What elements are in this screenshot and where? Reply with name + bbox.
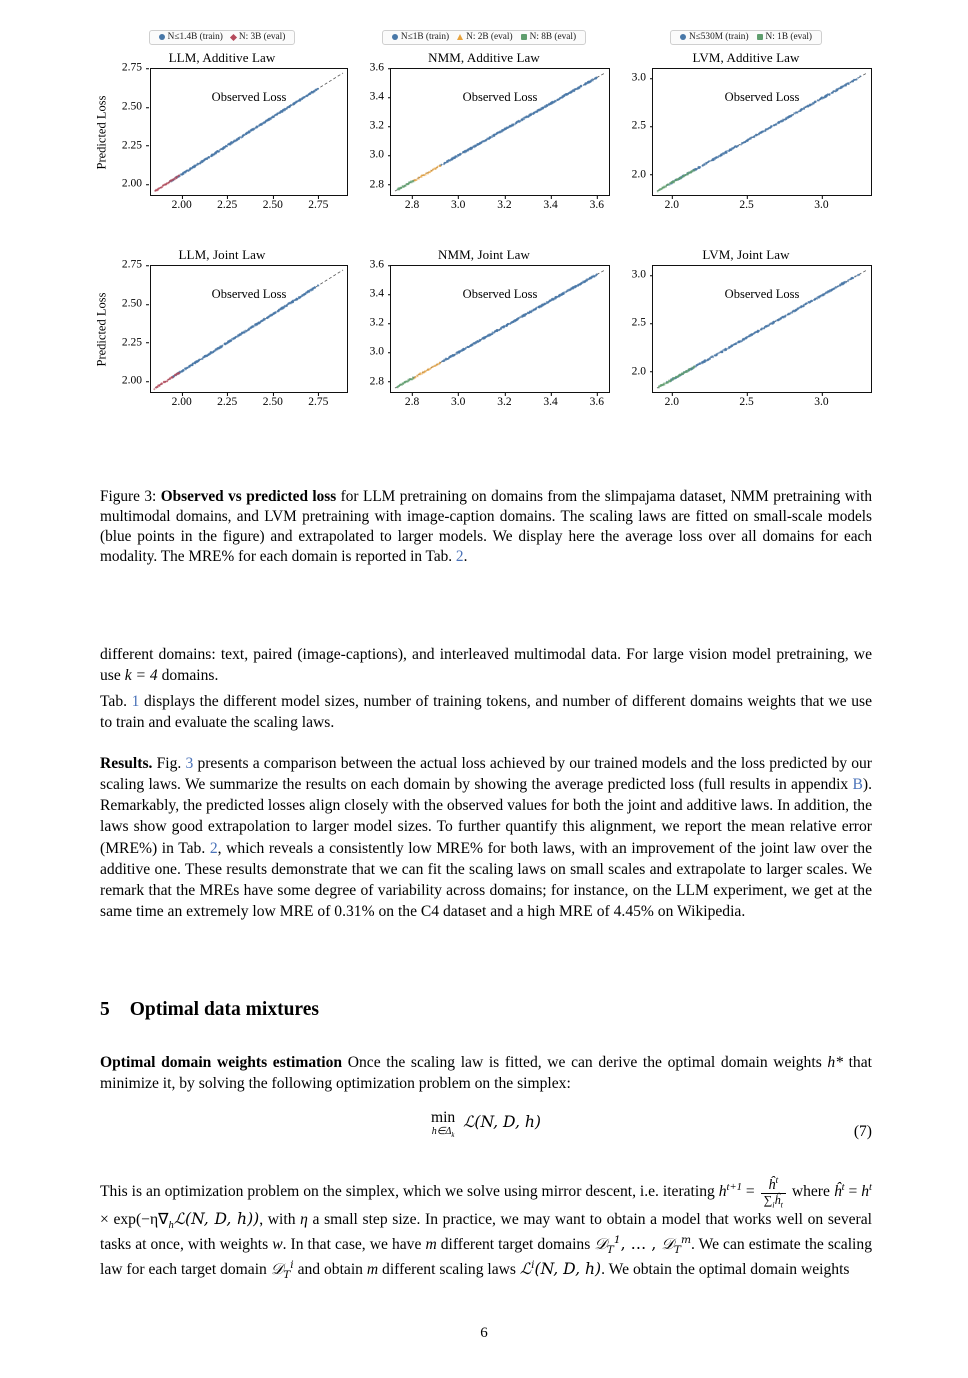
- y-axis-ticks: [112, 258, 146, 393]
- caption-bold-lead: Observed vs predicted loss: [160, 488, 337, 505]
- y-axis-ticks: [620, 71, 650, 186]
- x-axis-label: Observed Loss: [211, 287, 287, 301]
- x-tick: 2.0: [664, 199, 679, 211]
- chart-llm-joint: [96, 244, 348, 415]
- loss-symbol: ℒ: [519, 1260, 532, 1279]
- chart-title: NMM, Additive Law: [428, 50, 540, 65]
- y-tick: 2.00: [122, 376, 146, 388]
- paragraph-results: [100, 753, 872, 922]
- x-tick: 2.0: [664, 396, 679, 408]
- figure-3-ref[interactable]: 3: [185, 755, 194, 772]
- y-tick: 2.25: [122, 140, 146, 152]
- x-tick: 3.2: [497, 199, 512, 211]
- hat-h-symbol: ĥ: [833, 1183, 842, 1200]
- plot-axes: [390, 265, 610, 393]
- paragraph-text: and obtain: [293, 1261, 367, 1279]
- chart-llm-additive: [96, 30, 348, 218]
- mre-value-wikipedia: 4.45%: [613, 902, 654, 920]
- x-tick: 2.25: [217, 199, 238, 211]
- x-tick: 3.0: [451, 396, 466, 408]
- paragraph-text: . We can estimate the scaling law for each target domain: [100, 1236, 872, 1279]
- x-tick: 3.0: [814, 199, 829, 211]
- x-tick: 2.50: [262, 199, 283, 211]
- paragraph-text: Once the scaling law is fitted, we can derive the optimal domain weights: [342, 1054, 828, 1071]
- x-axis-label: Observed Loss: [211, 90, 287, 104]
- fraction-numerator: [761, 1175, 786, 1194]
- legend-label: N≤530M (train): [688, 31, 749, 42]
- paragraph-text: different scaling laws: [378, 1261, 520, 1279]
- circle-marker-icon: [392, 34, 398, 40]
- legend-item-train: [159, 33, 223, 42]
- plot-area: [620, 68, 872, 218]
- chart-lvm-additive: [620, 30, 872, 218]
- legend-label: N: 1B (eval): [765, 31, 813, 42]
- y-tick: 2.75: [122, 62, 146, 74]
- x-axis-label: Observed Loss: [462, 90, 538, 104]
- x-axis-label: Observed Loss: [724, 90, 800, 104]
- legend-label: N: 2B (eval): [466, 31, 513, 42]
- y-tick: 3.2: [370, 121, 388, 133]
- y-tick: 2.5: [632, 318, 650, 330]
- y-tick: 3.6: [370, 259, 388, 271]
- plot-area: [620, 265, 872, 415]
- y-tick: 2.0: [632, 169, 650, 181]
- square-marker-icon: [757, 34, 763, 40]
- y-tick: 3.0: [632, 269, 650, 281]
- inline-math-m: m: [425, 1236, 437, 1254]
- triangle-marker-icon: [457, 34, 463, 40]
- legend-nmm-additive: [382, 30, 586, 45]
- paragraph-text: presents a comparison between the actual loss achieved by our trained models and the loss predicted by our scaling laws. We summarize the results on each domain by showing the average predicted loss (full results in appendix: [100, 755, 872, 794]
- paragraph-text-end: . We obtain the optimal domain weights: [601, 1261, 850, 1279]
- plot-axes: [150, 265, 348, 393]
- hat-h-i-sup: t: [780, 1200, 783, 1210]
- chart-title: LVM, Joint Law: [702, 247, 790, 262]
- domain-sup-1: 1: [613, 1233, 621, 1246]
- x-tick: 2.75: [308, 199, 329, 211]
- paragraph-text-end: that minimize it, by solving the following optimization problem on the simplex:: [100, 1054, 872, 1093]
- paragraph-text: Tab.: [100, 693, 132, 710]
- y-tick: 2.50: [122, 298, 146, 310]
- chart-row-joint: [96, 244, 872, 415]
- x-tick: 3.4: [543, 396, 558, 408]
- legend-label: N: 3B (eval): [238, 31, 286, 42]
- min-sub-k: k: [451, 1131, 455, 1139]
- x-tick: 2.5: [739, 396, 754, 408]
- table-2-ref[interactable]: 2: [209, 839, 218, 857]
- chart-lvm-joint: [620, 244, 872, 415]
- x-tick: 3.6: [589, 199, 604, 211]
- x-axis-label: Observed Loss: [724, 287, 800, 301]
- plot-axes: [390, 68, 610, 196]
- plot-area: [358, 258, 610, 415]
- inline-math-domains: [594, 1233, 691, 1257]
- min-operator: [431, 1110, 455, 1137]
- x-axis-ticks: [150, 393, 348, 407]
- legend-item-eval: [757, 33, 812, 42]
- legend-label: N≤1B (train): [400, 31, 450, 42]
- loss-function-expression: ℒ(N, D, h): [463, 1112, 542, 1131]
- caption-end: .: [463, 548, 468, 566]
- inline-math-h-update: [718, 1175, 788, 1210]
- inline-math-m-2: m: [366, 1261, 379, 1279]
- y-axis-label-text: Predicted Loss: [94, 95, 109, 169]
- y-tick: 3.4: [370, 288, 388, 300]
- times-symbol: ×: [100, 1210, 109, 1228]
- y-tick: 2.8: [370, 179, 388, 191]
- y-axis-label-text: Predicted Loss: [94, 292, 109, 366]
- loss-args: (N, D, h): [534, 1260, 602, 1279]
- legend-item-eval-8b: [521, 33, 576, 42]
- figure-caption: [100, 487, 872, 567]
- h-superscript: t+1: [726, 1181, 742, 1193]
- x-axis-label: Observed Loss: [462, 287, 538, 301]
- scatter-plot: [653, 69, 871, 195]
- chart-row-additive: [96, 30, 872, 218]
- x-axis-ticks: [150, 196, 348, 210]
- domain-symbol: 𝒟: [594, 1235, 607, 1254]
- equation-number: (7): [853, 1123, 872, 1140]
- paragraph-text-end: on Wikipedia.: [653, 902, 746, 920]
- paragraph-text: different domains: text, paired (image-captions), and interleaved multimodal data. For large vision model pretraining, we use: [100, 646, 872, 685]
- domain-sub-i: T: [283, 1269, 291, 1282]
- x-axis-ticks: [652, 393, 872, 407]
- min-sub-text: h∈Δ: [431, 1125, 452, 1137]
- y-axis-ticks: [112, 61, 146, 196]
- y-tick: 2.75: [122, 259, 146, 271]
- legend-lvm-additive: [670, 30, 822, 45]
- plot-area: [94, 61, 348, 218]
- paragraph-text-end: domains.: [157, 667, 219, 685]
- ellipsis: , … ,: [620, 1235, 657, 1254]
- plot-axes: [652, 68, 872, 196]
- optimal-bold-lead: Optimal domain weights estimation: [100, 1054, 343, 1071]
- paragraph-optimal-weights: [100, 1052, 872, 1094]
- chart-title: LLM, Joint Law: [178, 247, 266, 262]
- section-heading: [100, 999, 872, 1021]
- exp-expression: exp(−η∇: [113, 1210, 169, 1228]
- y-axis-label: [94, 265, 110, 393]
- min-label: min: [430, 1109, 456, 1126]
- x-tick: 2.75: [308, 396, 329, 408]
- domain-sub-m: T: [673, 1244, 681, 1257]
- figure-3: [96, 30, 872, 415]
- h-symbol: h: [718, 1183, 727, 1200]
- x-tick: 2.8: [404, 199, 420, 211]
- section-number: 5: [100, 999, 110, 1020]
- inline-math-h-star: h*: [827, 1054, 843, 1071]
- chart-nmm-additive: [358, 30, 610, 218]
- x-axis-ticks: [390, 196, 610, 210]
- paragraph-text: Fig.: [152, 755, 186, 772]
- domain-sub: T: [606, 1244, 614, 1257]
- y-axis-ticks: [358, 61, 388, 196]
- plot-axes: [652, 265, 872, 393]
- x-tick: 3.0: [451, 199, 466, 211]
- hat-h-i: ĥ: [774, 1193, 781, 1208]
- h-t-sup: t: [869, 1181, 872, 1193]
- paragraph-text: , with: [259, 1210, 301, 1228]
- y-tick: 2.5: [632, 121, 650, 133]
- scatter-plot: [391, 266, 609, 392]
- domain-symbol-m: 𝒟: [661, 1235, 674, 1254]
- sum-sub: i: [772, 1200, 775, 1210]
- legend-item-eval: [231, 33, 285, 42]
- chart-nmm-joint: [358, 244, 610, 415]
- legend-llm-additive: [149, 30, 296, 45]
- appendix-b-ref[interactable]: B: [852, 776, 863, 794]
- paragraph-text: where: [787, 1183, 834, 1200]
- loss-sup: i: [531, 1259, 535, 1272]
- legend-label: N≤1.4B (train): [167, 31, 223, 42]
- circle-marker-icon: [159, 34, 165, 40]
- inline-math-eta: η: [300, 1210, 308, 1228]
- inline-math-w: w: [272, 1236, 283, 1254]
- paragraph-domains: [100, 644, 872, 686]
- x-tick: 2.25: [217, 396, 238, 408]
- chart-title: LLM, Additive Law: [168, 50, 276, 65]
- paragraph-text: . In that case, we have: [282, 1236, 426, 1254]
- equals-sign: =: [745, 1183, 755, 1200]
- paragraph-text: , which reveals a consistently low MRE% for both laws, with an improvement of the joint law over the additive one. These results demonstrate that we can fit the scaling laws on small scales and extrapolate to larger scales. We remark that the MREs have some degree of variability across domains; for instance, on the LLM experiment, we get at the same time an extremely low MRE of: [100, 839, 872, 920]
- min-subscript: [431, 1127, 455, 1137]
- scatter-plot: [151, 266, 347, 392]
- x-tick: 3.6: [589, 396, 604, 408]
- equation-body: [431, 1110, 541, 1137]
- equation-7: [100, 1110, 872, 1137]
- plot-area: [94, 258, 348, 415]
- sum-symbol: ∑: [763, 1193, 773, 1208]
- y-axis-ticks: [620, 268, 650, 383]
- x-tick: 2.00: [171, 199, 192, 211]
- scatter-plot: [151, 69, 347, 195]
- diamond-marker-icon: [230, 34, 237, 41]
- x-axis-ticks: [390, 393, 610, 407]
- inline-math-loss-i: [520, 1260, 601, 1278]
- paragraph-text: different target domains: [436, 1236, 595, 1254]
- domain-sup-i: i: [290, 1259, 294, 1272]
- page-number: 6: [480, 1325, 488, 1341]
- hat-h-t-sup: t: [841, 1181, 845, 1193]
- caption-table-ref[interactable]: 2: [455, 548, 464, 566]
- inline-math-k: k = 4: [124, 667, 158, 685]
- loss-call: ℒ(N, D, h)): [173, 1209, 260, 1228]
- x-axis-ticks: [652, 196, 872, 210]
- circle-marker-icon: [680, 34, 686, 40]
- h-symbol-2: h: [861, 1183, 870, 1200]
- hat-h-sup: t: [775, 1175, 779, 1187]
- domain-sup-m: m: [680, 1233, 691, 1246]
- paragraph-text: ). Remarkably, the predicted losses align closely with the observed values for both the joint and additive laws. In addition, the laws show good extrapolation to larger model sizes. To further quantify this alignment, we report the mean relative error (MRE%) in Tab.: [100, 776, 872, 857]
- scatter-plot: [391, 69, 609, 195]
- y-tick: 3.0: [370, 150, 388, 162]
- x-tick: 2.00: [171, 396, 192, 408]
- paragraph-text: a small step size. In practice, we may want to obtain a model that works well on several tasks at once, with weights: [100, 1210, 872, 1254]
- table-1-ref[interactable]: 1: [131, 693, 140, 710]
- square-marker-icon: [521, 34, 527, 40]
- section-title: Optimal data mixtures: [129, 999, 319, 1020]
- y-tick: 3.0: [370, 347, 388, 359]
- paragraph-text: on the C4 dataset and a high MRE of: [374, 902, 614, 920]
- scatter-plot: [653, 266, 871, 392]
- chart-title: NMM, Joint Law: [437, 247, 531, 262]
- plot-area: [358, 61, 610, 218]
- fraction: [761, 1175, 786, 1210]
- fraction-denominator: [761, 1193, 786, 1210]
- grad-sub: h: [168, 1219, 174, 1231]
- figure-label: Figure 3:: [100, 488, 157, 505]
- paragraph-table-ref: [100, 691, 872, 733]
- paragraph-text: This is an optimization problem on the simplex, which we solve using mirror descent, i.e. iterating: [100, 1183, 719, 1200]
- x-tick: 2.5: [739, 199, 754, 211]
- legend-item-eval-2b: [457, 33, 512, 42]
- y-tick: 3.4: [370, 91, 388, 103]
- y-axis-label: [94, 68, 110, 196]
- paragraph-text-end: displays the different model sizes, number of training tokens, and number of different domains weights that we use to train and evaluate the scaling laws.: [100, 693, 872, 732]
- legend-item-train: [392, 33, 449, 42]
- x-tick: 3.2: [497, 396, 512, 408]
- chart-title: LVM, Additive Law: [692, 50, 800, 65]
- domain-symbol-i: 𝒟: [270, 1260, 284, 1279]
- legend-label: N: 8B (eval): [529, 31, 577, 42]
- y-tick: 2.50: [122, 101, 146, 113]
- y-tick: 3.6: [370, 62, 388, 74]
- y-tick: 2.8: [370, 376, 388, 388]
- hat-h: ĥ: [768, 1177, 776, 1193]
- y-axis-ticks: [358, 258, 388, 393]
- results-bold-lead: Results.: [100, 755, 153, 772]
- x-tick: 3.4: [543, 199, 558, 211]
- inline-math-domain-i: [270, 1259, 294, 1282]
- y-tick: 3.2: [370, 318, 388, 330]
- legend-item-train: [680, 33, 749, 42]
- y-tick: 2.0: [632, 366, 650, 378]
- x-tick: 2.8: [404, 396, 420, 408]
- x-tick: 3.0: [814, 396, 829, 408]
- mre-value-c4: 0.31%: [334, 902, 375, 920]
- equals-sign-2: =: [848, 1183, 858, 1200]
- y-tick: 3.0: [632, 72, 650, 84]
- paragraph-mirror-descent: [100, 1175, 872, 1283]
- caption-text: for LLM pretraining on domains from the slimpajama dataset, NMM pretraining with multimodal domains, and LVM pretraining with image-caption domains. The scaling laws are fitted on small-scale models (blue points in the figure) and extrapolated to larger models. We display here the average loss over all domains for each modality. The MRE% for each domain is reported in Tab.: [100, 488, 872, 566]
- x-tick: 2.50: [262, 396, 283, 408]
- plot-axes: [150, 68, 348, 196]
- y-tick: 2.00: [122, 179, 146, 191]
- y-tick: 2.25: [122, 337, 146, 349]
